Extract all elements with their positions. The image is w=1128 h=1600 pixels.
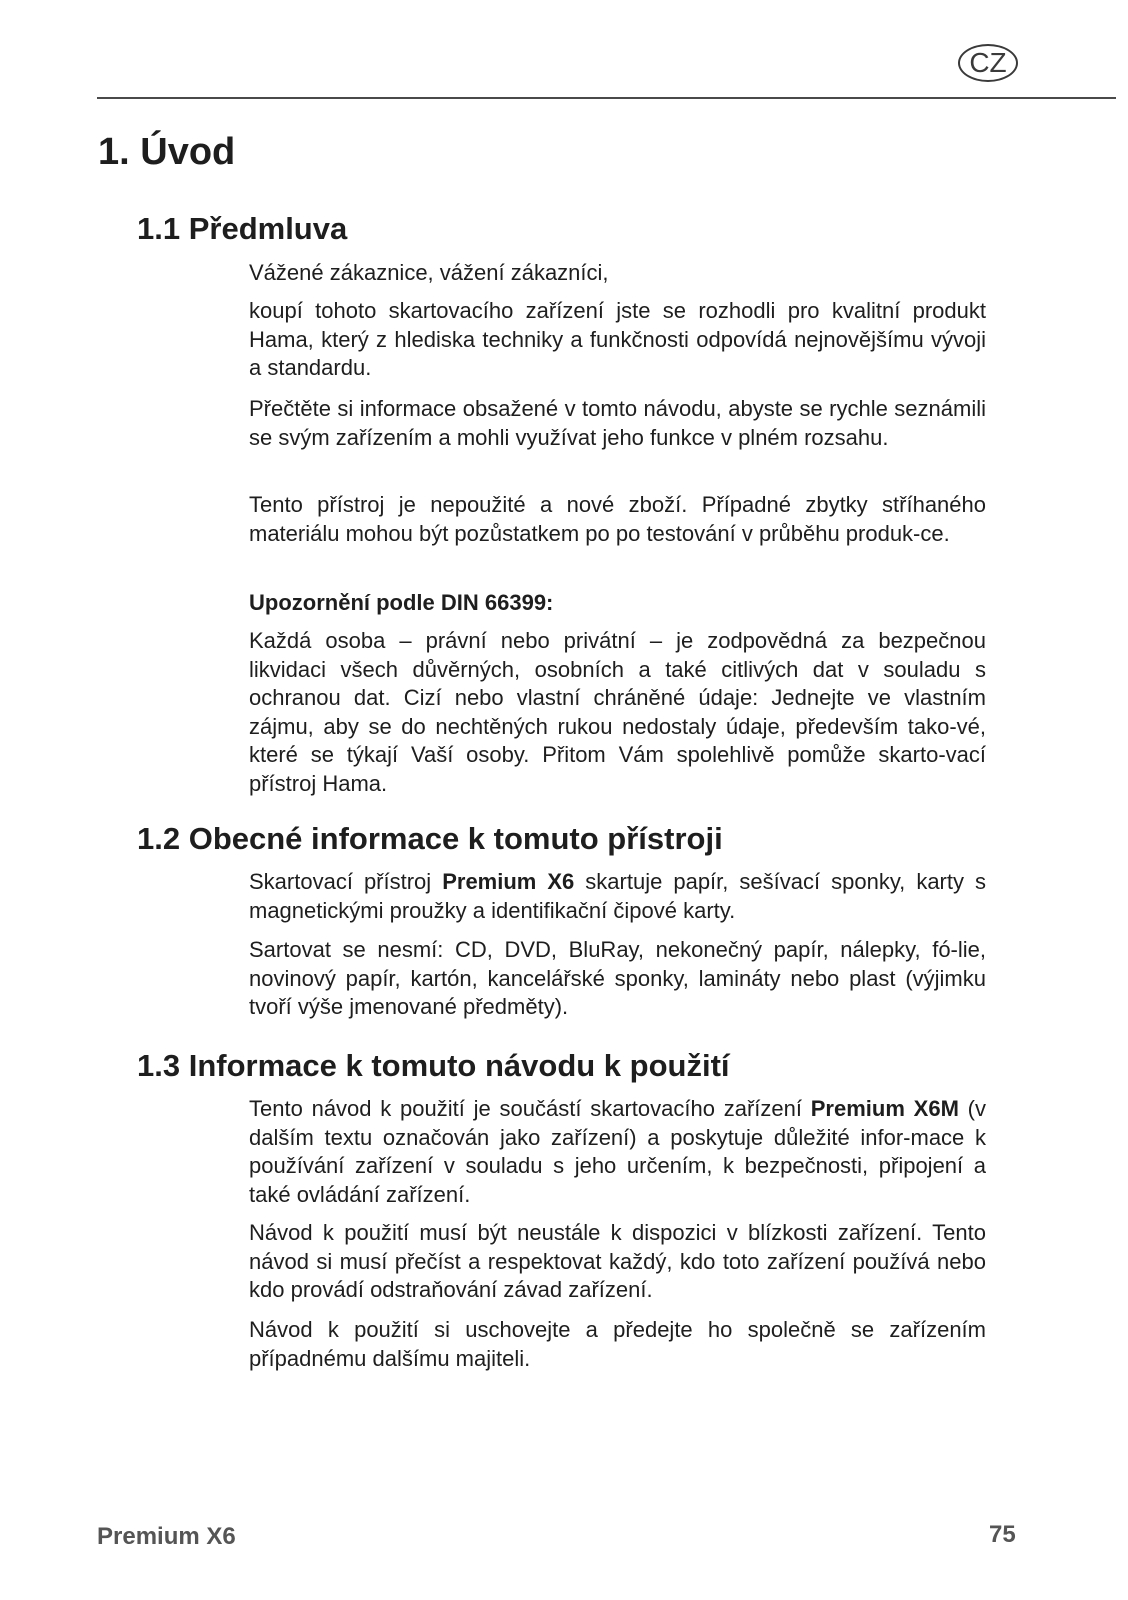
product-model-bold: Premium X6M — [810, 1096, 959, 1121]
manual-keep-paragraph: Návod k použití si uschovejte a předejte ho společně se zařízením případnému dalšímu majiteli. — [249, 1317, 986, 1371]
language-badge — [958, 44, 1018, 82]
data-protection-paragraph: Každá osoba – právní nebo privátní – je zodpovědná za bezpečnou likvidaci všech důvěrných, osobních a také citlivých dat v souladu s ochranou dat. Cizí nebo vlastní chráněné údaje: Jednejte ve vlastním zájmu, aby se do nechtěných rukou nedostaly údaje, především tako-vé, které se týkají Vaší osoby. Přitom Vám spolehlivě pomůže skarto-vací přístroj Hama. — [249, 628, 986, 796]
capability-text-start: Skartovací přístroj — [249, 869, 443, 894]
din-note-label: Upozornění podle DIN 66399: — [249, 590, 554, 615]
section-1-3-title: 1.3 Informace k tomuto návodu k použití — [137, 1048, 730, 1083]
chapter-title: 1. Úvod — [98, 131, 236, 173]
header-divider — [97, 97, 1116, 99]
page-number: 75 — [989, 1521, 1016, 1548]
section-1-2-title: 1.2 Obecné informace k tomuto přístroji — [137, 821, 723, 856]
new-goods-paragraph: Tento přístroj je nepoužité a nové zboží. Případné zbytky stříhaného materiálu mohou být pozůstatkem po po testování v průběhu produk-ce. — [249, 492, 986, 546]
manual-scope-text-start: Tento návod k použití je součástí skartovacího zařízení — [249, 1096, 811, 1121]
section-1-1-title: 1.1 Předmluva — [137, 211, 348, 246]
capability-text-end: skartuje papír, sešívací sponky, karty s magnetickými proužky a identifikační čipové karty. — [249, 869, 987, 923]
read-manual-paragraph: Přečtěte si informace obsažené v tomto návodu, abyste se rychle seznámili se svým zařízením a mohli využívat jeho funkce v plném rozsahu. — [249, 396, 986, 450]
manual-availability-paragraph: Návod k použití musí být neustále k dispozici v blízkosti zařízení. Tento návod si musí přečíst a respektovat každý, kdo toto zařízení používá nebo kdo provádí odstraňování závad zařízení. — [249, 1220, 986, 1302]
language-badge-label: CZ — [969, 47, 1007, 78]
shredder-capability-paragraph — [249, 868, 986, 925]
greeting-paragraph: Vážené zákaznice, vážení zákazníci, — [249, 260, 609, 285]
intro-paragraph: koupí tohoto skartovacího zařízení jste se rozhodli pro kvalitní produkt Hama, který z hlediska techniky a funkčnosti odpovídá nejnovějšímu vývoji a standardu. — [249, 298, 986, 380]
forbidden-materials-paragraph: Sartovat se nesmí: CD, DVD, BluRay, nekonečný papír, nálepky, fó-lie, novinový papír, kartón, kancelářské sponky, lamináty nebo plast (výjimku tvoří výše jmenované předměty). — [249, 937, 986, 1019]
manual-scope-paragraph — [249, 1095, 986, 1209]
footer-product-name: Premium X6 — [97, 1523, 236, 1550]
manual-scope-text-end: (v dalším textu označován jako zařízení) a poskytuje důležité infor-mace k používání zařízení v souladu s jeho určením, k bezpečnosti, připojení a také ovládání zařízení. — [249, 1096, 986, 1207]
product-name-bold: Premium X6 — [442, 869, 575, 894]
